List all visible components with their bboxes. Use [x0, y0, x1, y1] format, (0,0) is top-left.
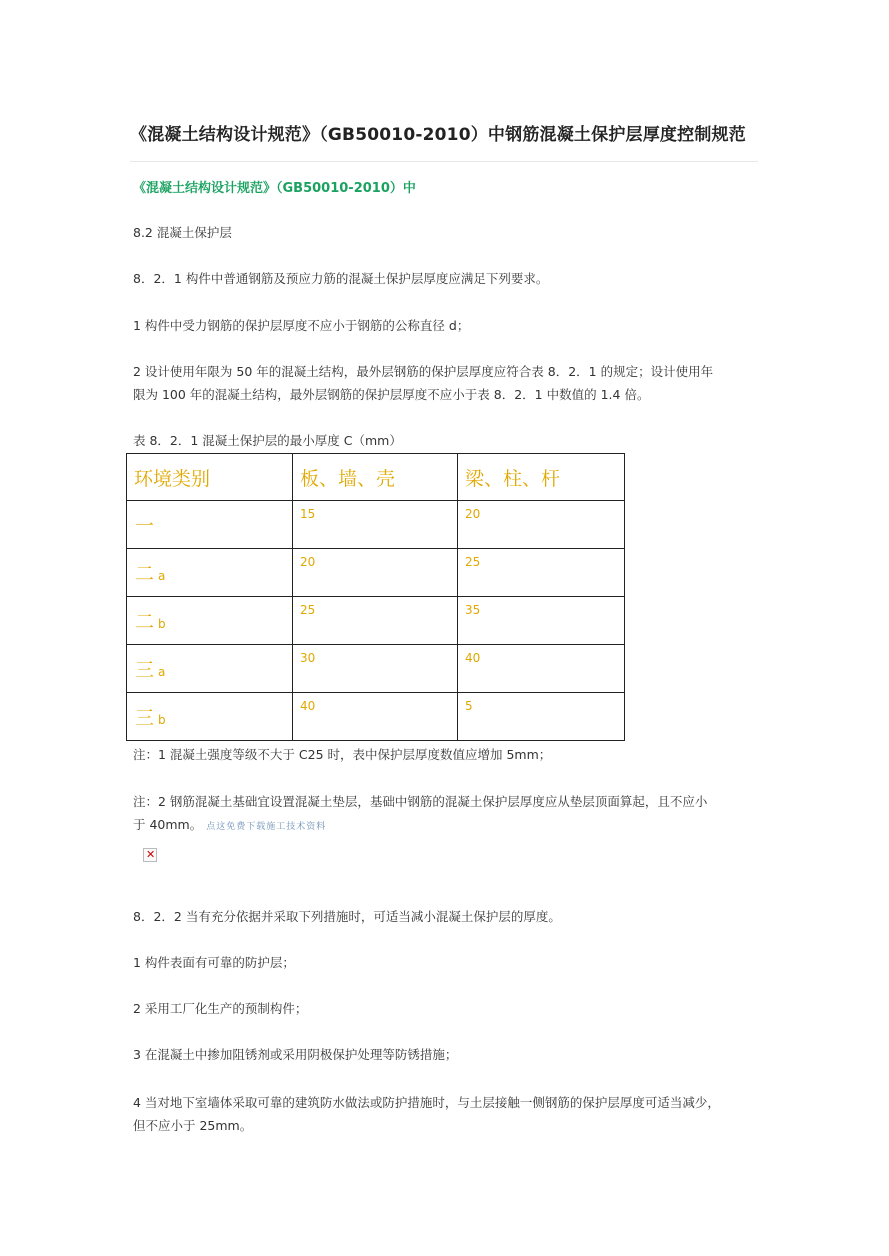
- slab-value-cell: 40: [300, 699, 316, 713]
- table-caption: 表 8．2．1 混凝土保护层的最小厚度 C（mm）: [133, 433, 402, 448]
- slab-value-cell: 15: [300, 507, 316, 521]
- slab-value-cell: 30: [300, 651, 316, 665]
- env-class-cell: 二b: [135, 611, 166, 633]
- cover-thickness-table: [126, 453, 625, 741]
- table-note-2: [133, 790, 758, 839]
- title-divider: [130, 161, 758, 162]
- table-row: [127, 645, 625, 693]
- measure-item-1: 1 构件表面有可靠的防护层；: [133, 955, 295, 970]
- requirement-item-2: [133, 360, 758, 406]
- table-row: [127, 597, 625, 645]
- header-environment: 环境类别: [127, 454, 293, 501]
- broken-image-icon: ✕: [143, 848, 157, 862]
- env-class-cell: 三b: [135, 707, 166, 729]
- slab-value-cell: 20: [300, 555, 316, 569]
- table-note-2-line-2: 于 40mm。 点这免费下载施工技术资料: [133, 817, 327, 832]
- slab-value-cell: 25: [300, 603, 316, 617]
- header-beam-column-bar: 梁、柱、杆: [458, 454, 625, 501]
- requirement-item-2-line-1: 2 设计使用年限为 50 年的混凝土结构，最外层钢筋的保护层厚度应符合表 8．2．1 的规定；设计使用年: [133, 364, 714, 379]
- beam-value-cell: 20: [465, 507, 481, 521]
- beam-value-cell: 35: [465, 603, 481, 617]
- header-slab-wall-shell: 板、墙、壳: [293, 454, 458, 501]
- measure-item-2: 2 采用工厂化生产的预制构件；: [133, 1001, 308, 1016]
- page-title: 《混凝土结构设计规范》（GB50010-2010）中钢筋混凝土保护层厚度控制规范: [130, 125, 746, 145]
- env-class-cell: 三a: [135, 659, 166, 681]
- table-note-1: 注：1 混凝土强度等级不大于 C25 时，表中保护层厚度数值应增加 5mm；: [133, 747, 552, 762]
- env-class-cell: 一: [135, 515, 155, 537]
- measure-item-4-line-2: 但不应小于 25mm。: [133, 1118, 253, 1133]
- measure-item-4-line-1: 4 当对地下室墙体采取可靠的建筑防水做法或防护措施时，与土层接触一侧钢筋的保护层厚度可适当减少，: [133, 1095, 720, 1110]
- measure-item-4: [133, 1091, 758, 1137]
- beam-value-cell: 40: [465, 651, 481, 665]
- table-note-2-line-1: 注：2 钢筋混凝土基础宜设置混凝土垫层，基础中钢筋的混凝土保护层厚度应从垫层顶面算起，且不应小: [133, 794, 708, 809]
- beam-value-cell: 25: [465, 555, 481, 569]
- subtitle: 《混凝土结构设计规范》（GB50010-2010）中: [133, 181, 416, 196]
- beam-value-cell: 5: [465, 699, 473, 713]
- table-row: [127, 693, 625, 741]
- clause-8-2-1: 8．2．1 构件中普通钢筋及预应力筋的混凝土保护层厚度应满足下列要求。: [133, 271, 549, 286]
- requirement-item-2-line-2: 限为 100 年的混凝土结构，最外层钢筋的保护层厚度不应小于表 8．2．1 中数值的 1.4 倍。: [133, 387, 650, 402]
- table-row: [127, 549, 625, 597]
- table-header-row: [127, 454, 625, 501]
- clause-8-2-2: 8．2．2 当有充分依据并采取下列措施时，可适当减小混凝土保护层的厚度。: [133, 909, 561, 924]
- download-link[interactable]: 点这免费下载施工技术资料: [206, 822, 327, 832]
- section-heading: 8.2 混凝土保护层: [133, 225, 232, 240]
- requirement-item-1: 1 构件中受力钢筋的保护层厚度不应小于钢筋的公称直径 d；: [133, 318, 470, 333]
- table-row: [127, 501, 625, 549]
- env-class-cell: 二a: [135, 563, 166, 585]
- measure-item-3: 3 在混凝土中掺加阻锈剂或采用阴极保护处理等防锈措施；: [133, 1047, 458, 1062]
